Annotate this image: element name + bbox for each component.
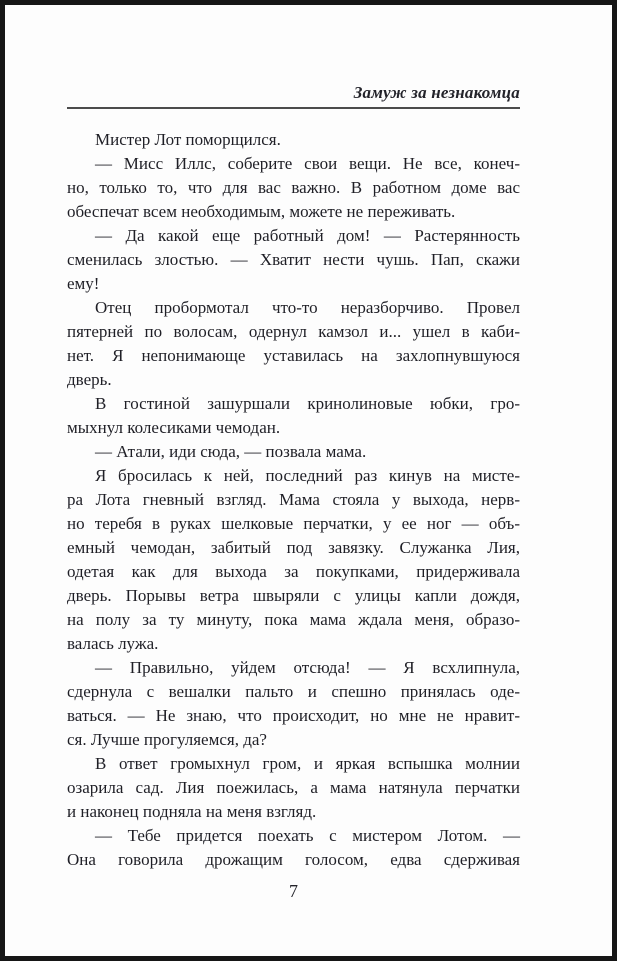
header-rule	[67, 107, 520, 109]
text-line: обеспечат всем необходимым, можете не переживать.	[67, 202, 456, 221]
paragraph	[67, 656, 520, 752]
text-line: ра Лота гневный взгляд. Мама стояла у выхода, нерв-	[67, 490, 520, 509]
text-line: но теребя в руках шелковые перчатки, у ее ног — объ-	[67, 514, 520, 533]
page-body	[67, 128, 520, 872]
paragraph	[67, 224, 520, 296]
text-line: и наконец подняла на меня взгляд.	[67, 802, 317, 821]
paragraph	[67, 440, 520, 464]
text-line: Я бросилась к ней, последний раз кинув на мисте-	[95, 466, 520, 485]
text-line: — Тебе придется поехать с мистером Лотом. —	[95, 826, 520, 845]
text-line: сдернула с вешалки пальто и спешно принялась оде-	[67, 682, 520, 701]
text-line: нет. Я непонимающе уставилась на захлопнувшуюся	[67, 346, 520, 365]
text-line: пятерней по волосам, одернул камзол и... ушел в каби-	[67, 322, 520, 341]
text-line: В ответ громыхнул гром, и яркая вспышка молнии	[95, 754, 520, 773]
running-title: Замуж за незнакомца	[353, 83, 520, 102]
text-line: В гостиной зашуршали кринолиновые юбки, гро-	[95, 394, 520, 413]
text-line: но, только то, что для вас важно. В работном доме вас	[67, 178, 520, 197]
text-line: одетая как для выхода за покупками, придерживала	[67, 562, 520, 581]
text-line: — Мисс Иллс, соберите свои вещи. Не все, конеч-	[95, 154, 520, 173]
text-line: на полу за ту минуту, пока мама ждала меня, образо-	[67, 610, 520, 629]
text-line: ся. Лучше прогуляемся, да?	[67, 730, 267, 749]
paragraph	[67, 464, 520, 656]
text-line: — Атали, иди сюда, — позвала мама.	[95, 442, 367, 461]
text-line: ему!	[67, 274, 100, 293]
text-line: емный чемодан, забитый под завязку. Служанка Лия,	[67, 538, 520, 557]
text-line: дверь.	[67, 370, 112, 389]
paragraph	[67, 128, 520, 152]
text-line: Она говорила дрожащим голосом, едва сдерживая	[67, 850, 520, 869]
text-line: озарила сад. Лия поежилась, а мама натянула перчатки	[67, 778, 520, 797]
text-line: Мистер Лот поморщился.	[95, 130, 281, 149]
page-header	[67, 83, 520, 109]
text-line: Отец пробормотал что-то неразборчиво. Провел	[95, 298, 520, 317]
paragraph	[67, 296, 520, 392]
text-line: дверь. Порывы ветра швыряли с улицы капли дождя,	[67, 586, 520, 605]
text-line: ваться. — Не знаю, что происходит, но мне не нравит-	[67, 706, 520, 725]
text-line: — Правильно, уйдем отсюда! — Я всхлипнула,	[95, 658, 520, 677]
page-number: 7	[289, 881, 298, 901]
paragraph	[67, 392, 520, 440]
text-line: мыхнул колесиками чемодан.	[67, 418, 281, 437]
text-line: — Да какой еще работный дом! — Растерянность	[95, 226, 520, 245]
text-line: сменилась злостью. — Хватит нести чушь. Пап, скажи	[67, 250, 520, 269]
paragraph	[67, 824, 520, 872]
text-line: валась лужа.	[67, 634, 159, 653]
paragraph	[67, 752, 520, 824]
paragraph	[67, 152, 520, 224]
